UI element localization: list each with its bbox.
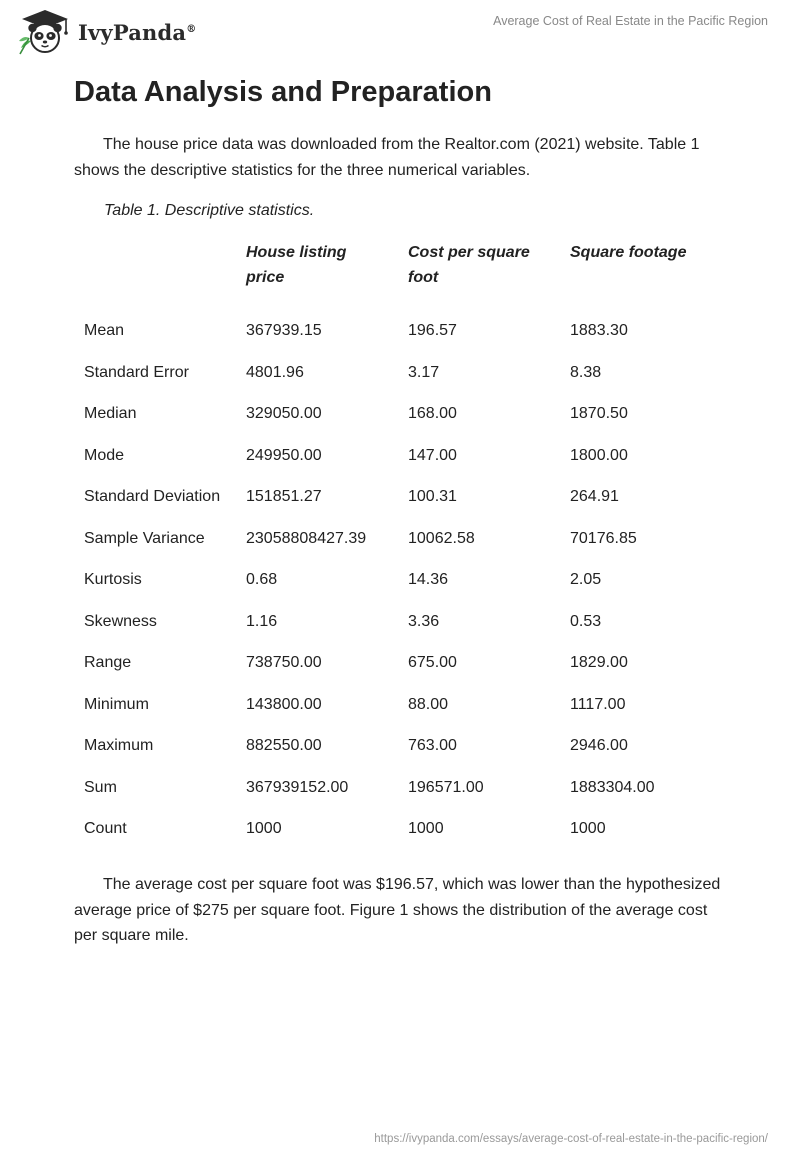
table-cell: 1870.50 [570, 405, 628, 422]
descriptive-statistics-table [74, 236, 730, 850]
table-cell: 675.00 [408, 654, 457, 671]
intro-paragraph: The house price data was downloaded from the Realtor.com (2021) website. Table 1 shows the descriptive statistics for the three numerical variables. [74, 136, 700, 179]
table-cell: 1000 [408, 820, 444, 837]
row-label: Minimum [84, 695, 149, 713]
table-row [74, 642, 730, 684]
row-label: Sum [84, 778, 117, 796]
table-cell: 143800.00 [246, 695, 322, 713]
table-body [74, 310, 730, 850]
table-cell: 882550.00 [246, 737, 322, 754]
table-row [74, 601, 730, 643]
table-cell: 196.57 [408, 322, 457, 339]
table-cell: 1000 [246, 820, 282, 837]
table-row [74, 393, 730, 435]
table-cell: 264.91 [570, 488, 619, 505]
ivypanda-logo[interactable] [16, 8, 196, 56]
table-cell: 1.16 [246, 612, 278, 630]
panda-graduate-logo-icon [16, 8, 74, 56]
table-cell: 10062.58 [408, 529, 475, 547]
table-row [74, 559, 730, 601]
table-header-cell: House listing price [246, 244, 347, 286]
table-cell: 367939152.00 [246, 778, 349, 796]
table-cell: 1117.00 [570, 695, 626, 713]
page-header [0, 0, 800, 62]
row-label: Range [84, 654, 132, 671]
table-cell: 3.36 [408, 612, 440, 630]
row-label: Sample Variance [84, 529, 205, 547]
table-cell: 151851.27 [246, 488, 322, 505]
table-cell: 100.31 [408, 488, 457, 505]
row-label: Maximum [84, 737, 154, 754]
table-header-cell: Cost per square foot [408, 244, 530, 286]
footer-url-link[interactable]: https://ivypanda.com/essays/average-cost-of-real-estate-in-the-pacific-region/ [374, 1133, 768, 1145]
table-cell: 1883304.00 [570, 778, 655, 796]
table-cell: 70176.85 [570, 529, 637, 547]
table-cell: 0.53 [570, 612, 602, 630]
table-header-cell [74, 236, 236, 310]
table-cell: 23058808427.39 [246, 529, 367, 547]
table-cell: 1800.00 [570, 446, 628, 464]
table-row [74, 310, 730, 352]
table-cell: 14.36 [408, 571, 449, 588]
registered-mark: ® [186, 23, 197, 35]
table-row [74, 476, 730, 518]
table-cell: 329050.00 [246, 405, 322, 422]
row-label: Standard Deviation [84, 488, 221, 505]
table-cell: 196571.00 [408, 778, 484, 796]
page-title: Data Analysis and Preparation [74, 76, 492, 108]
running-title: Average Cost of Real Estate in the Pacific Region [493, 14, 768, 28]
table-cell: 738750.00 [246, 654, 322, 671]
table-cell: 763.00 [408, 737, 457, 754]
row-label: Mean [84, 322, 125, 339]
row-label: Kurtosis [84, 571, 142, 588]
brand-name: IvyPanda® [78, 19, 197, 45]
table-cell: 8.38 [570, 363, 602, 381]
row-label: Median [84, 405, 137, 422]
row-label: Skewness [84, 612, 157, 630]
table-row [74, 352, 730, 394]
row-label: Count [84, 820, 127, 837]
table-header [74, 236, 730, 310]
table-header-row [74, 236, 730, 310]
table-cell: 2946.00 [570, 737, 628, 754]
table-cell: 1883.30 [570, 322, 628, 339]
row-label: Standard Error [84, 363, 189, 381]
table-cell: 1829.00 [570, 654, 628, 671]
table-header-cell: Square footage [570, 244, 687, 261]
row-label: Mode [84, 446, 125, 464]
table-cell: 147.00 [408, 446, 457, 464]
table-row [74, 767, 730, 809]
table-cell: 3.17 [408, 363, 440, 381]
table-cell: 168.00 [408, 405, 457, 422]
table-cell: 249950.00 [246, 446, 322, 464]
table-cell: 367939.15 [246, 322, 322, 339]
table-row [74, 518, 730, 560]
table-cell: 88.00 [408, 695, 449, 713]
table-row [74, 435, 730, 477]
conclusion-paragraph: The average cost per square foot was $196.57, which was lower than the hypothesized average price of $275 per square foot. Figure 1 shows the distribution of the average cost per square mile. [74, 876, 721, 944]
table-cell: 4801.96 [246, 363, 304, 381]
table-cell: 2.05 [570, 571, 602, 588]
table-cell: 1000 [570, 820, 606, 837]
table-cell: 0.68 [246, 571, 278, 588]
table-row [74, 684, 730, 726]
table-row [74, 808, 730, 850]
table-caption: Table 1. Descriptive statistics. [104, 202, 315, 219]
table-row [74, 725, 730, 767]
